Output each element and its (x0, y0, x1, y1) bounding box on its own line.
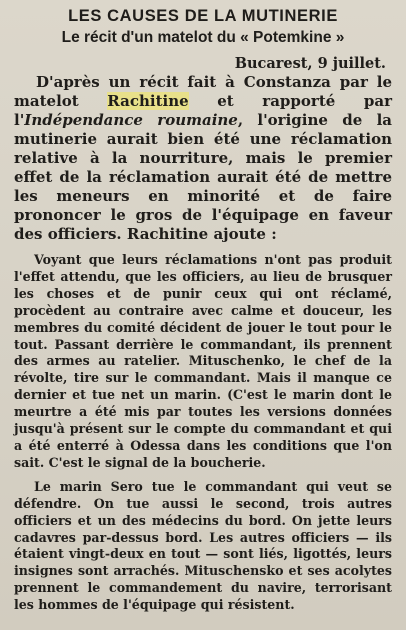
intro-before-name: D'après un récit fait à Constanza par le matelot (14, 73, 392, 110)
quote-paragraph-1-text: Voyant que leurs réclamations n'ont pas produit l'effet attendu, que les officiers, au lieu de brusquer les choses et de punir ceux qui ont réclamé, procèdent au contraire avec calme et douceur, les membres du comité décident de jouer le tout pour le tout. Passant derrière le commandant, ils prennent des armes au ratelier. Mituschenko, le chef de la révolte, tire sur le commandant. Mais il manque ce dernier et tue net un marin. (C'est le marin dont le meurtre a été mis par toutes les versions données jusqu'à présent sur le compte du commandant et qui a été enterré à Odessa dans les conditions que l'on sait. C'est le signal de la boucherie. (14, 252, 392, 470)
quote-paragraph-1 (14, 252, 392, 472)
quote-paragraph-2-text: Le marin Sero tue le commandant qui veut se défendre. On tue aussi le second, trois autres officiers et un des médecins du bord. On jette leurs cadavres par-dessus bord. Les autres officiers — ils étaient vingt-deux en tout — sont liés, ligottés, leurs insignes sont arrachés. Mituschensko et ses acolytes prennent le commandement du navire, terrorisant les hommes de l'équipage qui résistent. (14, 478, 392, 613)
intro-after-name: et rapporté par l' (14, 92, 392, 129)
dateline: Bucarest, 9 juillet. (234, 55, 386, 72)
highlighted-name: Rachitine (107, 92, 189, 110)
intro-rest: , l'origine de la mutinerie aurait bien été une réclamation relative à la nourriture, mais le premier effet de la réclamation aurait été de mettre les meneurs en minorité et de faire prononcer le gros de l'équipage en faveur des officiers. Rachitine ajoute : (14, 111, 392, 243)
article-subhead: Le récit d'un matelot du « Potemkine » (61, 29, 345, 46)
quote-paragraph-2 (14, 479, 392, 614)
source-name: Indépendance roumaine (24, 111, 238, 129)
article-headline: LES CAUSES DE LA MUTINERIE (68, 7, 338, 25)
intro-paragraph (14, 73, 392, 244)
